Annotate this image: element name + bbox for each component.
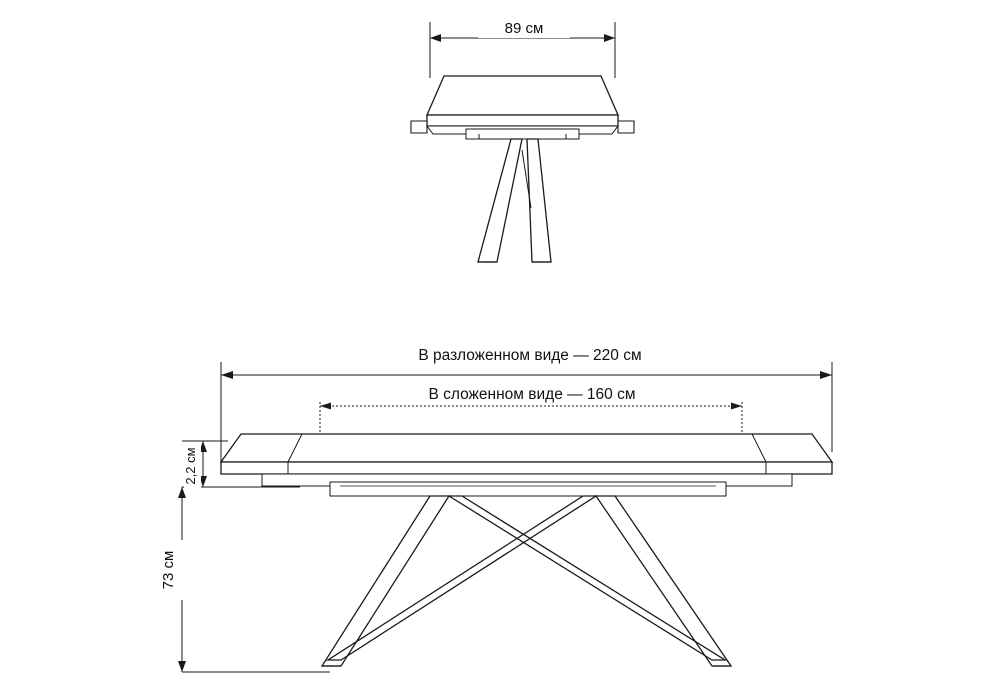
table-leaf-left [411,121,427,133]
table-top-surface [427,76,618,115]
dimension-160cm-arrow-left [320,403,331,410]
dimension-height-73cm [160,487,330,672]
leg-cross-left-to-right [449,496,725,660]
dimension-89cm-label: 89 см [504,20,544,37]
dimension-160cm-arrow-right [731,403,742,410]
dimension-160cm-label: В сложенном виде — 160 см [428,386,636,403]
dimension-220cm-label: В разложенном виде — 220 см [418,347,642,364]
leg-cross-right-to-left [328,496,596,660]
leg-center [527,139,551,262]
dimension-73-label: 73 см [160,550,177,590]
dimension-22-label: 2,2 см [183,447,198,485]
dimension-89cm [430,18,615,78]
apron-lower [330,482,726,496]
apron-mechanism-wide [262,474,792,496]
table-top-wide [221,434,832,474]
table-legs-narrow [478,139,551,262]
leg-outer-right [596,496,731,666]
table-leaf-right [618,121,634,133]
table-top-narrow [411,76,634,134]
top-view-group [411,18,634,262]
table-top-edge [427,115,618,126]
dimension-89cm-arrow-left [430,34,441,42]
extension-mechanism [466,129,579,139]
leg-outer-left [322,496,449,666]
table-legs-wide [322,496,731,666]
bottom-view-group [160,343,832,672]
dimension-73-arrow-bottom [178,661,186,672]
mechanism-housing [466,129,579,139]
leg-strut [522,150,531,208]
table-top-surface-wide [221,434,832,462]
dimension-89cm-arrow-right [604,34,615,42]
dimension-220cm-arrow-left [221,371,233,379]
table-top-edge-wide [221,462,832,474]
dimension-220cm-arrow-right [820,371,832,379]
leg-left-front [478,139,522,262]
